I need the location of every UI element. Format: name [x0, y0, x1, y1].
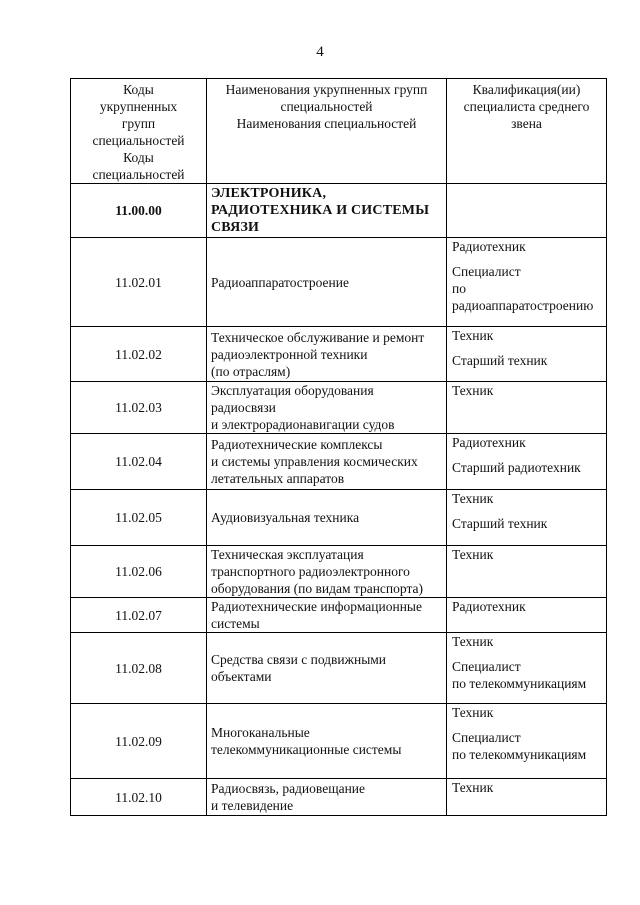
qualification-item: Техник — [452, 383, 494, 398]
specialty-code: 11.02.06 — [71, 546, 207, 598]
table-row — [71, 382, 607, 434]
qualification-item: Радиотехник — [452, 599, 526, 614]
qualification-item: Техник — [452, 634, 494, 649]
specialty-qualifications — [447, 327, 607, 382]
table-header-row — [71, 79, 607, 184]
specialty-qualifications — [447, 434, 607, 490]
specialty-name: Аудиовизуальная техника — [207, 490, 447, 546]
header-codes — [71, 79, 207, 184]
qualification-item: Радиотехник — [452, 435, 526, 450]
specialty-name: Средства связи с подвижными объектами — [207, 633, 447, 704]
specialty-qualifications — [447, 779, 607, 816]
specialty-name: Радиотехнические информационные системы — [207, 598, 447, 633]
specialty-name: Радиотехнические комплексы и системы управления космических летательных аппаратов — [207, 434, 447, 490]
specialty-code: 11.02.05 — [71, 490, 207, 546]
specialty-name: Радиосвязь, радиовещание и телевидение — [207, 779, 447, 816]
specialty-qualifications — [447, 633, 607, 704]
specialty-qualifications — [447, 238, 607, 327]
qualification-item: Специалист по радиоаппаратостроению — [452, 264, 594, 313]
group-row — [71, 184, 607, 238]
specialty-name: Многоканальные телекоммуникационные системы — [207, 704, 447, 779]
specialty-name: Эксплуатация оборудования радиосвязи и электрорадионавигации судов — [207, 382, 447, 434]
qualification-item: Техник — [452, 547, 494, 562]
header-qualification — [447, 79, 607, 184]
table-row — [71, 546, 607, 598]
specialty-code: 11.02.03 — [71, 382, 207, 434]
qualification-item: Специалист по телекоммуникациям — [452, 659, 587, 691]
specialty-name: Радиоаппаратостроение — [207, 238, 447, 327]
qualification-item: Радиотехник — [452, 239, 526, 254]
specialty-qualifications — [447, 490, 607, 546]
qualification-item: Старший техник — [452, 353, 548, 368]
qualification-item: Техник — [452, 491, 494, 506]
table-row — [71, 779, 607, 816]
specialty-qualifications — [447, 598, 607, 633]
qualification-item: Техник — [452, 328, 494, 343]
table-row — [71, 327, 607, 382]
table-row — [71, 633, 607, 704]
qualification-item: Техник — [452, 705, 494, 720]
specialty-name: Техническое обслуживание и ремонт радиоэлектронной техники (по отраслям) — [207, 327, 447, 382]
specialty-code: 11.02.01 — [71, 238, 207, 327]
specialty-qualifications — [447, 546, 607, 598]
specialty-name: Техническая эксплуатация транспортного радиоэлектронного оборудования (по видам транспорта) — [207, 546, 447, 598]
header-qualification-text: Квалификация(ии) специалиста среднего звена — [463, 82, 590, 131]
header-names — [207, 79, 447, 184]
page-number: 4 — [316, 44, 324, 60]
specialty-code: 11.02.04 — [71, 434, 207, 490]
qualification-item: Старший радиотехник — [452, 460, 581, 475]
specialty-code: 11.02.10 — [71, 779, 207, 816]
qualification-item: Старший техник — [452, 516, 548, 531]
specialty-qualifications — [447, 382, 607, 434]
specialty-code: 11.02.08 — [71, 633, 207, 704]
table-row — [71, 490, 607, 546]
table-row — [71, 238, 607, 327]
table-row — [71, 704, 607, 779]
specialties-table — [70, 78, 607, 816]
specialty-code: 11.02.02 — [71, 327, 207, 382]
group-code: 11.00.00 — [71, 184, 207, 238]
table-row — [71, 434, 607, 490]
group-qualification-empty — [447, 184, 607, 238]
specialty-code: 11.02.07 — [71, 598, 207, 633]
specialty-code: 11.02.09 — [71, 704, 207, 779]
qualification-item: Специалист по телекоммуникациям — [452, 730, 587, 762]
header-codes-text: Коды укрупненных групп специальностей Коды специальностей — [92, 82, 185, 182]
group-name: ЭЛЕКТРОНИКА, РАДИОТЕХНИКА И СИСТЕМЫ СВЯЗИ — [207, 184, 447, 238]
table-row — [71, 598, 607, 633]
specialty-qualifications — [447, 704, 607, 779]
header-names-text: Наименования укрупненных групп специальностей Наименования специальностей — [225, 82, 428, 131]
qualification-item: Техник — [452, 780, 494, 795]
